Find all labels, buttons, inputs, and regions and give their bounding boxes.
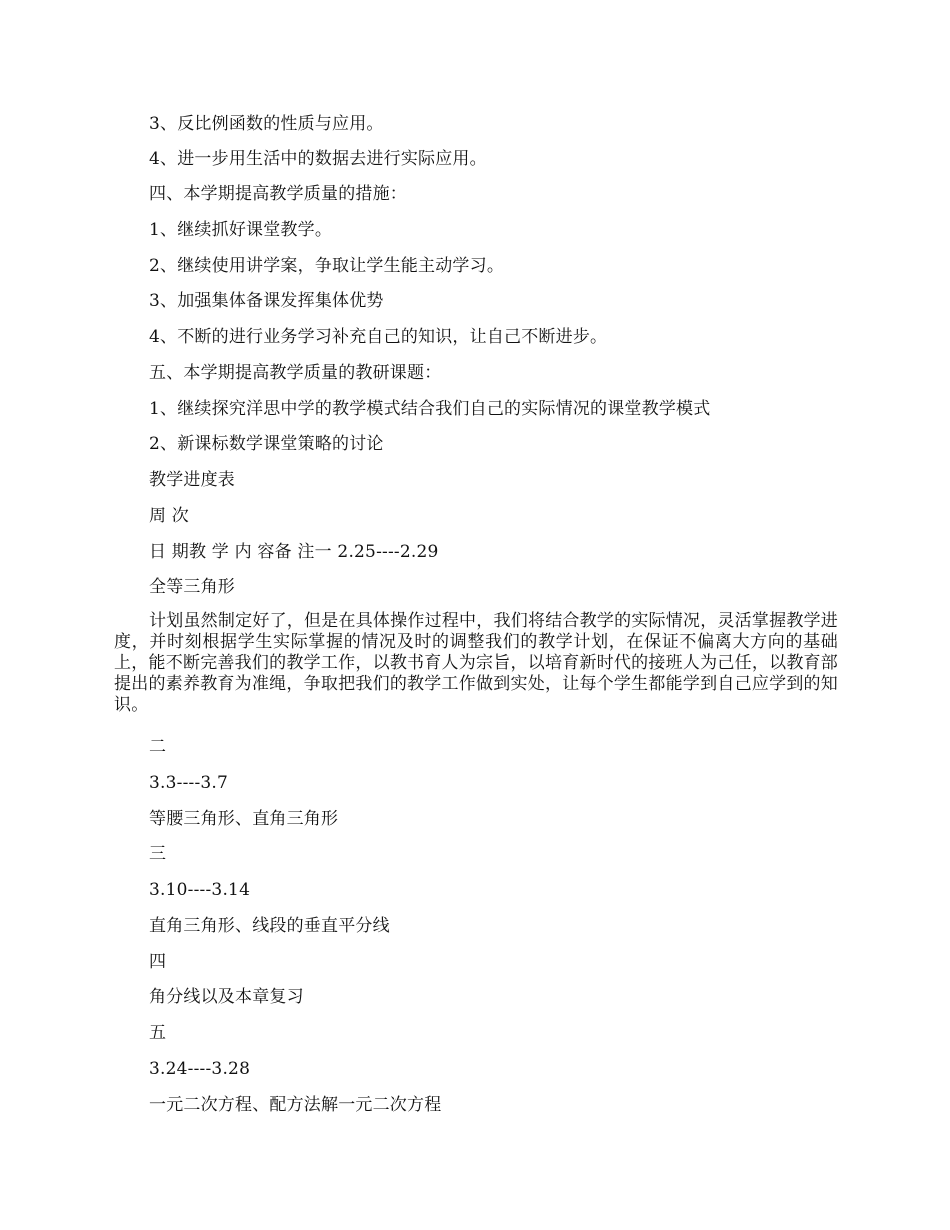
section-heading: 四、本学期提高教学质量的措施： (149, 184, 407, 204)
text-line: 4、不断的进行业务学习补充自己的知识，让自己不断进步。 (149, 327, 608, 347)
schedule-week: 四 (149, 952, 167, 972)
table-header-row: 日 期教 学 内 容备 注一 2.25----2.29 (149, 542, 439, 562)
table-header-week: 周 次 (149, 506, 190, 526)
schedule-content: 等腰三角形、直角三角形 (149, 809, 339, 829)
schedule-week: 二 (149, 737, 167, 757)
plan-paragraph: 计划虽然制定好了，但是在具体操作过程中，我们将结合教学的实际情况，灵活掌握教学进度，并时刻根据学生实际掌握的情况及时的调整我们的教学计划，在保证不偏离大方向的基础上，能不断完善我们的教学工作，以教书育人为宗旨，以培育新时代的接班人为己任，以教育部提出的素养教育为准绳，争取把我们的教学工作做到实处，让每个学生都能学到自己应学到的知识。 (114, 611, 838, 715)
schedule-date: 3.3----3.7 (149, 773, 229, 793)
section-heading: 五、本学期提高教学质量的教研课题： (149, 363, 442, 383)
table-cell: 全等三角形 (149, 577, 235, 597)
schedule-content: 一元二次方程、配方法解一元二次方程 (149, 1095, 442, 1115)
text-line: 2、继续使用讲学案，争取让学生能主动学习。 (149, 256, 505, 276)
schedule-week: 三 (149, 844, 167, 864)
schedule-content: 角分线以及本章复习 (149, 987, 304, 1007)
table-title: 教学进度表 (149, 470, 235, 490)
text-line: 1、继续抓好课堂教学。 (149, 220, 333, 240)
schedule-week: 五 (149, 1023, 167, 1043)
schedule-content: 直角三角形、线段的垂直平分线 (149, 916, 390, 936)
text-line: 4、进一步用生活中的数据去进行实际应用。 (149, 149, 487, 169)
schedule-date: 3.10----3.14 (149, 880, 251, 900)
schedule-date: 3.24----3.28 (149, 1059, 251, 1079)
text-line: 1、继续探究洋思中学的教学模式结合我们自己的实际情况的课堂教学模式 (149, 399, 711, 419)
text-line: 3、反比例函数的性质与应用。 (149, 114, 384, 134)
text-line: 3、加强集体备课发挥集体优势 (149, 291, 384, 311)
text-line: 2、新课标数学课堂策略的讨论 (149, 434, 384, 454)
